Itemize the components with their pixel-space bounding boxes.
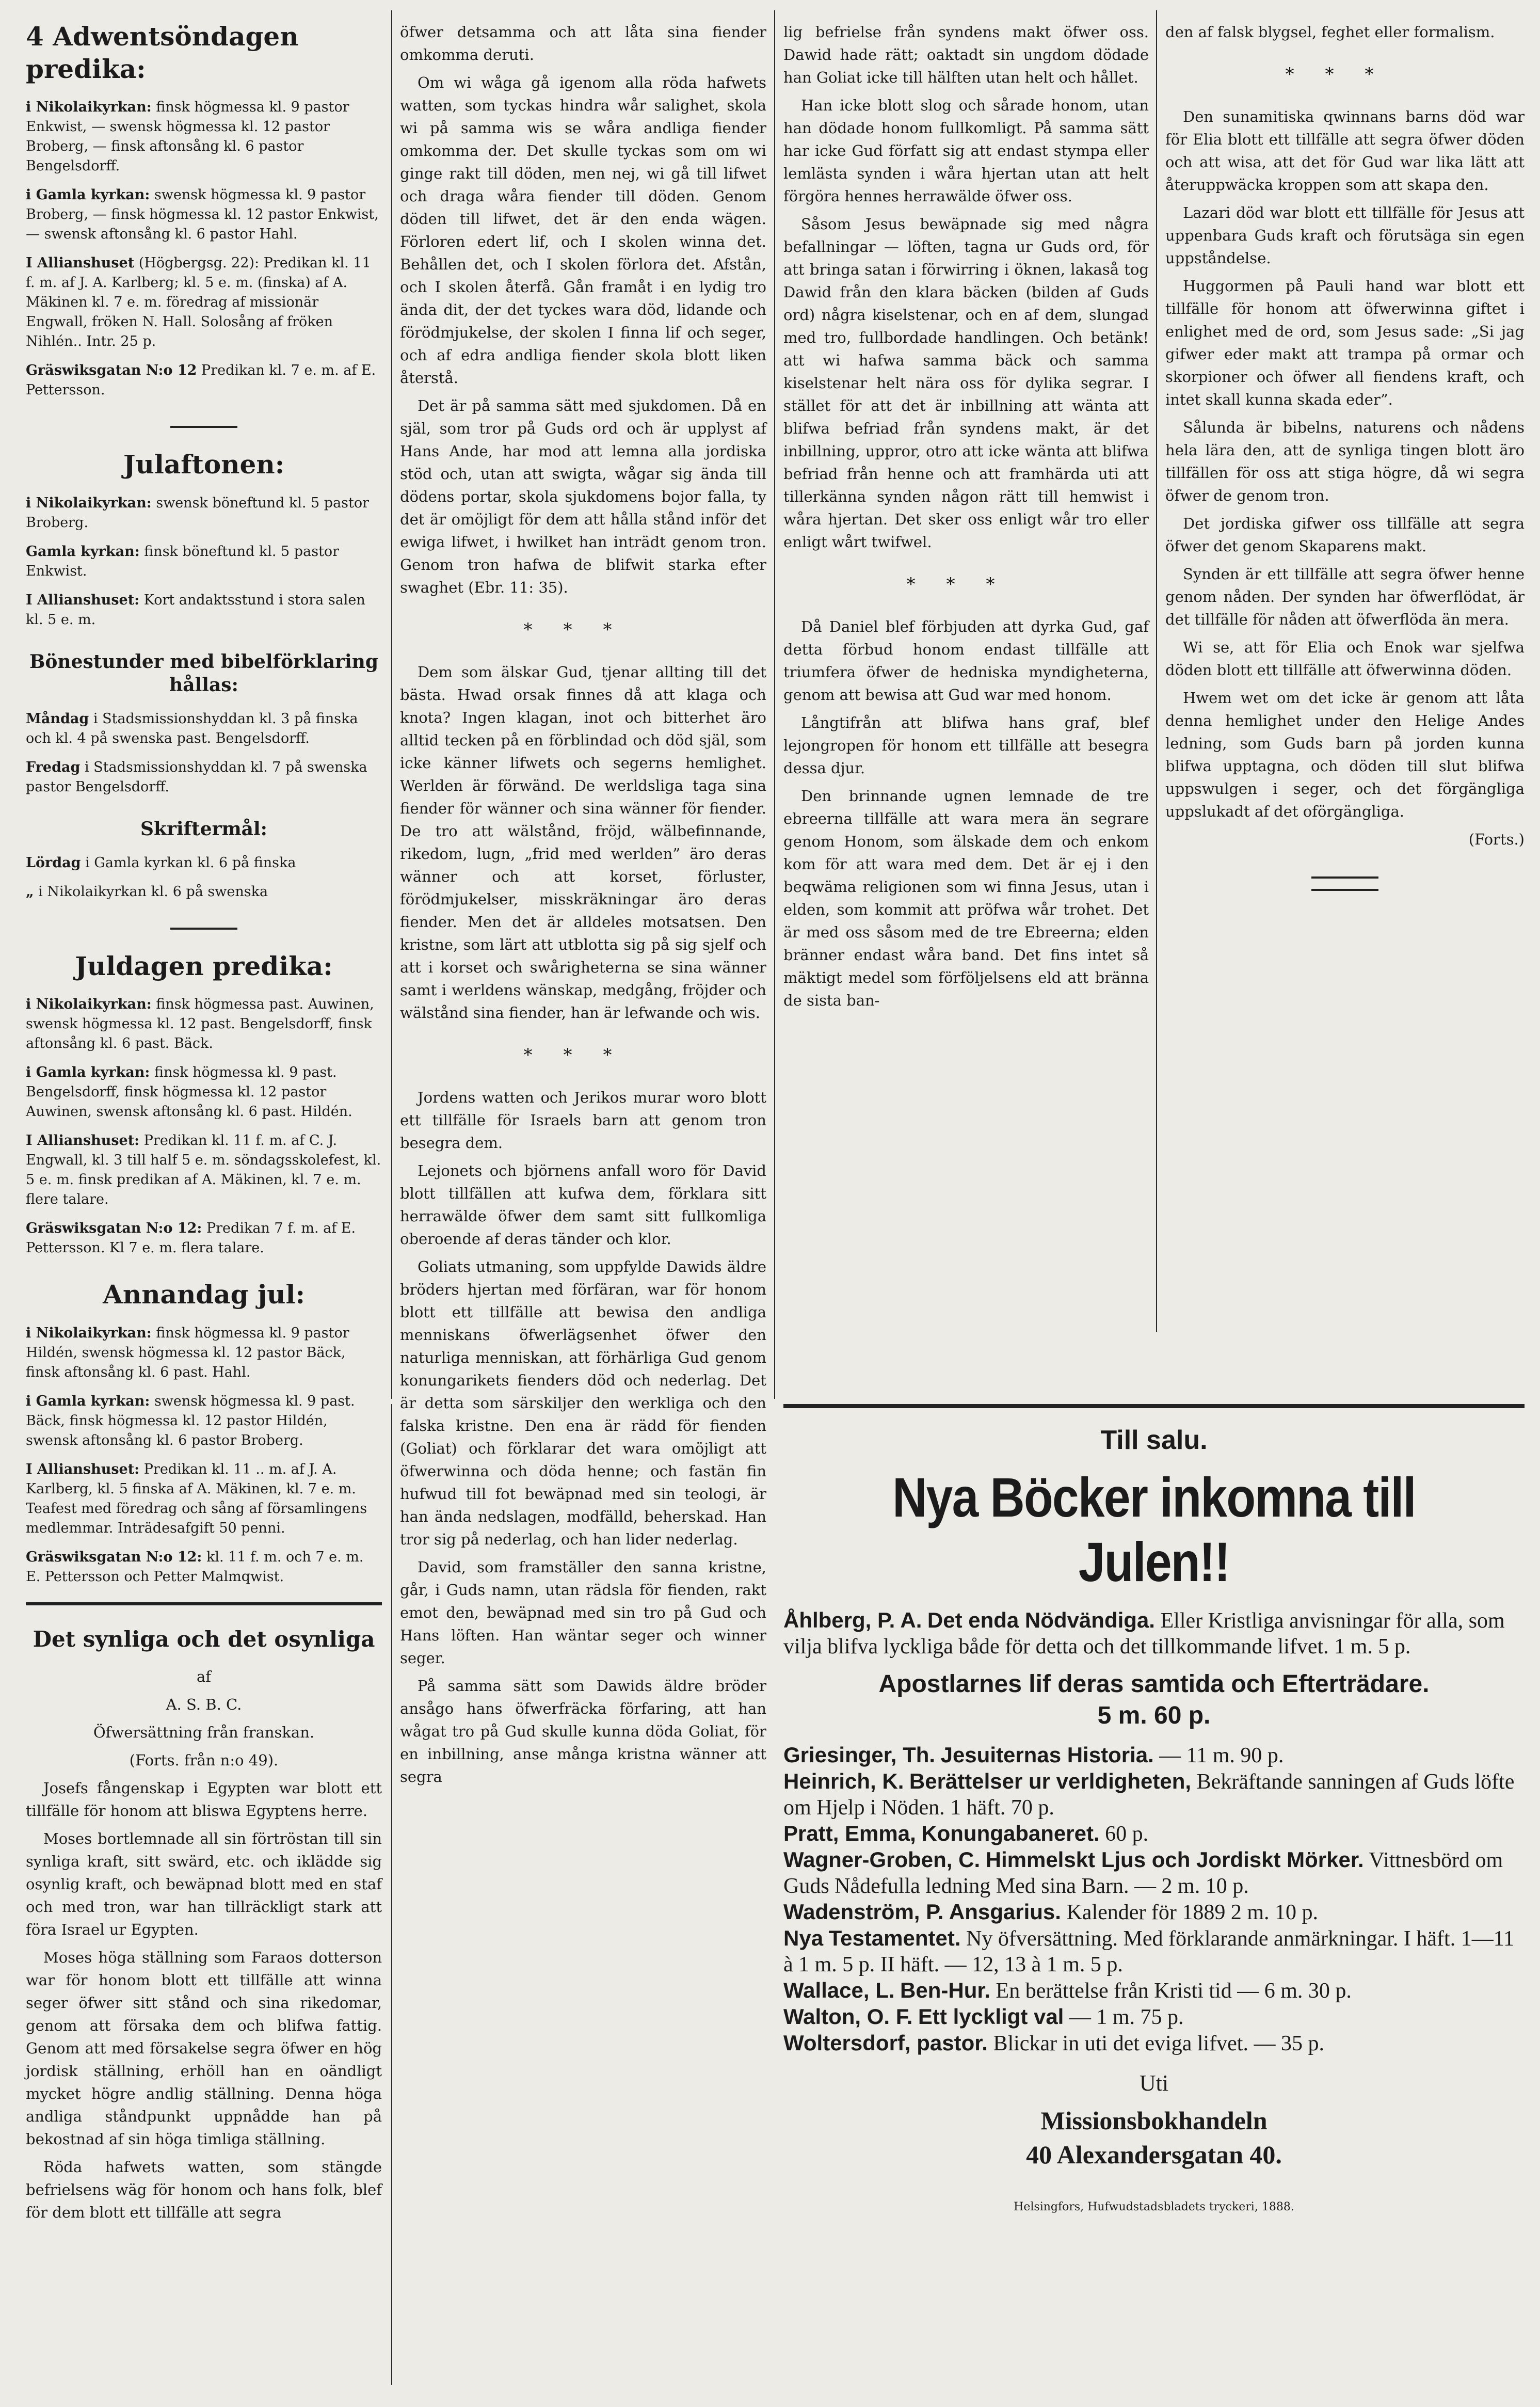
julafton-heading: Julaftonen: — [123, 449, 285, 480]
ad-book-entry — [783, 2030, 1525, 2057]
paragraph: Den brinnande ugnen lemnade de tre ebreerna tillfälle att wara mera än segrare genom Honom, som älskade dem och enkom kom för att wara med dem. Det är ej i den beqwäma religionen som wi finna Jesus, utan i elden, som kommit att pröfwa wår trohet. Det är med oss såsom med de tre Ebreerna; elden bränner endast wåra band. Det fins intet så mäktigt medel som förföljelsens eld att bränna de sista ban- — [783, 787, 1149, 1009]
schedule-place: Gräswiksgatan N:o 12: — [26, 1549, 202, 1565]
paragraph: Då Daniel blef förbjuden att dyrka Gud, gaf detta förbud honom endast tillfälle att triumfera öfwer de hedniska myndigheterna, genom att bewisa att Gud war med honom. — [783, 618, 1149, 704]
schedule-place: i Nikolaikyrkan: — [26, 1325, 152, 1341]
schedule-place: I Allianshuset: — [26, 1133, 140, 1149]
schedule-text: swensk böneftund kl. 5 pastor Broberg. — [26, 495, 370, 531]
article-by: af — [196, 1668, 212, 1685]
schedule-place: Måndag — [26, 710, 89, 727]
article-body — [400, 21, 766, 599]
bonestunder-heading: Bönestunder med bibelförklaring hållas: — [29, 650, 379, 696]
separator — [170, 426, 237, 428]
juldag-schedule — [26, 995, 382, 1258]
paragraph: Josefs fångenskap i Egypten war blott ett tillfälle för honom att bliswa Egyptens herre. — [26, 1779, 382, 1820]
ad-address: 40 Alexandersgatan 40. — [1026, 2140, 1282, 2169]
paragraph: David, som framställer den sanna kristne, går, i Guds namn, utan rädsla för fienden, rakt emot den, bewäpnad med sin tro på Gud och Hans löften. Han wäntar seger och winner seger. — [400, 1558, 766, 1667]
schedule-text: finsk högmessa kl. 9 pastor Enkwist, — swensk högmessa kl. 12 pastor Broberg, — finsk aftonsång kl. 6 pastor Bengelsdorff. — [26, 99, 349, 174]
ad-apostlar-title: Apostlarnes lif deras samtida och Efterträdare. — [878, 1670, 1430, 1698]
skriftermal-schedule — [26, 853, 382, 902]
paragraph: Det jordiska gifwer oss tillfälle att segra öfwer det genom Skaparens makt. — [1165, 515, 1525, 555]
ad-book-text: Bekräftande sanningen af Guds löfte om Hjelp i Nöden. 1 häft. 70 p. — [783, 1770, 1515, 1820]
end-rule — [1311, 876, 1378, 879]
column-rule-2 — [391, 1404, 392, 2385]
schedule-text: i Stadsmissionshyddan kl. 3 på finska och kl. 4 på swenska past. Bengelsdorff. — [26, 710, 358, 746]
schedule-item — [26, 253, 382, 352]
schedule-text: Predikan 7 f. m. af E. Pettersson. Kl 7 e. m. flera talare. — [26, 1220, 356, 1256]
paragraph: Sålunda är bibelns, naturens och nådens hela lära den, att de synliga tingen blott äro tillfällen för oss att stiga högre, då wi segra öfwer de genom tron. — [1165, 419, 1525, 504]
column-1 — [26, 21, 382, 2229]
paragraph: Det är på samma sätt med sjukdomen. Då en själ, som tror på Guds ord och är upplyst af Hans Ande, har mod att lemna alla jordiska stöd och, utan att swigta, wågar sig ända till dödens portar, skola sjukdomens bojor falla, ty det är omöjligt för dem att hålla stånd inför det ewiga lifwet, i hwilket han inträdt genom tron. Genom tron hafwa de blifwit starka efter swaghet (Ebr. 11: 35). — [400, 397, 766, 596]
paragraph: Synden är ett tillfälle att segra öfwer henne genom nåden. Der synden har öfwerflödat, är det tillfälle för nåden att öfwerflöda än mera. — [1165, 565, 1525, 628]
paragraph: öfwer detsamma och att låta sina fiender omkomma deruti. — [400, 23, 766, 63]
schedule-text: finsk böneftund kl. 5 pastor Enkwist. — [26, 543, 340, 579]
section-divider — [26, 1602, 382, 1605]
article-body — [783, 615, 1149, 1012]
schedule-item — [26, 493, 382, 533]
ad-book-entry — [783, 1768, 1525, 1821]
ad-author: Wallace, L. — [783, 1978, 895, 2002]
column-3 — [783, 21, 1149, 1017]
schedule-text: i Nikolaikyrkan kl. 6 på swenska — [38, 883, 268, 900]
section-stars: *** — [523, 619, 643, 640]
paragraph: Han icke blott slog och sårade honom, utan han dödade honom fullkomligt. På samma sätt har icke Gud författ sig att endast stympa eller lemlästa synden i wåra hjertan utan att helt förgöra hennes herrawälde öfwer oss. — [783, 97, 1149, 205]
ad-book-text: 60 p. — [1105, 1822, 1149, 1846]
schedule-item — [26, 1063, 382, 1122]
schedule-text: Predikan kl. 11 .. m. af J. A. Karlberg, kl. 5 finska af A. Mäkinen, kl. 7 e. m. Teafest med föredrag och sång af församlingens medlemmar. Inträdesafgift 50 penni. — [26, 1461, 367, 1536]
schedule-place: i Nikolaikyrkan: — [26, 495, 152, 511]
section-stars: *** — [523, 1045, 643, 1065]
skriftermal-heading: Skriftermål: — [140, 818, 267, 840]
article-author: A. S. B. C. — [166, 1696, 242, 1713]
article-body — [1165, 21, 1525, 43]
schedule-place: i Gamla kyrkan: — [26, 1393, 150, 1409]
paragraph: Hwem wet om det icke är genom att låta denna hemlighet under den Helige Andes ledning, som Guds barn på jorden kunna blifwa upptagna, och döden till slut blifwa uppswulgen i seger, och det förgängliga uppslukadt af det oförgängliga. — [1165, 689, 1525, 820]
ad-book-title: Berättelser ur verldigheten, — [909, 1769, 1192, 1793]
article-body — [783, 21, 1149, 553]
schedule-item — [26, 882, 382, 902]
ad-entry-ahlberg — [783, 1607, 1525, 1660]
schedule-text: finsk högmessa kl. 9 past. Bengelsdorff, finsk högmessa kl. 12 pastor Auwinen, swensk aftonsång kl. 6 past. Hildén. — [26, 1064, 352, 1120]
schedule-item — [26, 1460, 382, 1538]
ad-book-title: Ben-Hur. — [900, 1978, 991, 2002]
column-rule-3 — [774, 10, 775, 1399]
paragraph: Wi se, att för Elia och Enok war sjelfwa döden blott ett tillfälle att öfwerwinna döden. — [1165, 639, 1525, 679]
separator — [170, 928, 237, 930]
paragraph: Röda hafwets watten, som stängde befrielsens wäg för honom och hans folk, blef för dem blott ett tillfälle att segra — [26, 2158, 382, 2221]
paragraph: Långtifrån att blifwa hans graf, blef lejongropen för honom ett tillfälle att besegra dessa djur. — [783, 714, 1149, 777]
ad-book-title: Ansgarius. — [949, 1900, 1061, 1924]
schedule-item — [26, 758, 382, 797]
schedule-place: „ — [26, 883, 34, 900]
ad-book-title: Testamentet. — [828, 1926, 961, 1950]
article-translation-note: Öfwersättning från franskan. — [93, 1724, 315, 1741]
advent-schedule — [26, 98, 382, 400]
schedule-place: I Allianshuset: — [26, 1461, 140, 1477]
end-rule — [1311, 889, 1378, 891]
schedule-item — [26, 542, 382, 581]
schedule-item — [26, 591, 382, 630]
ad-book-entry — [783, 1847, 1525, 1899]
schedule-place: Gräswiksgatan N:o 12: — [26, 1220, 202, 1236]
schedule-text: swensk högmessa kl. 9 pastor Broberg, — finsk högmessa kl. 12 pastor Enkwist, — swensk aftonsång kl. 6 pastor Hahl. — [26, 187, 379, 242]
ad-book-entry — [783, 2004, 1525, 2030]
schedule-text: finsk högmessa past. Auwinen, swensk högmessa kl. 12 past. Bengelsdorff, finsk aftonsång kl. 6 past. Bäck. — [26, 996, 374, 1051]
ad-book-list — [783, 1742, 1525, 2057]
ad-book-text: Ny öfversättning. Med förklarande anmärkningar. I häft. 1—11 à 1 m. 5 p. II häft. — 12, 13 à 1 m. 5 p. — [783, 1927, 1515, 1976]
paragraph: Såsom Jesus bewäpnade sig med några befallningar — löften, tagna ur Guds ord, för att bringa satan i förwirring i öknen, lakaså tog Dawid från den klara bäcken (bilden af Guds ord) några kiselstenar, och en af dem, slungad med tro, fullbordade handlingen. Och betänk! att wi hafwa samma bäck och samma kiselstenar helt nära oss för dylika segrar. I stället för att det är inbillning att wänta att blifwa befriad från syndens makt, är det inbillning, uppror, otro att icke wänta att blifwa befriad från henne och att framhärda uti att tillerkänna synden någon rätt till hemwist i wåra hjertan. Det sker oss enligt wår tro eller enligt wårt twifwel. — [783, 215, 1149, 551]
paragraph: den af falsk blygsel, feghet eller formalism. — [1165, 23, 1495, 41]
ad-apostlar-price: 5 m. 60 p. — [1097, 1702, 1211, 1729]
ad-top-rule — [783, 1404, 1525, 1408]
ad-book-text: Kalender för 1889 2 m. 10 p. — [1066, 1901, 1319, 1924]
ad-for-sale: Till salu. — [1100, 1425, 1208, 1455]
ad-headline: Nya Böcker inkomna till Julen!! — [892, 1466, 1416, 1593]
paragraph: Dem som älskar Gud, tjenar allting till det bästa. Hwad orsak finnes då att klaga och knota? Ingen klagan, inot och bitterhet äro alltid tecken på en förblindad och död själ, som icke känner lifwets och segerns hemlighet. Werlden är förwänd. De werldsliga taga sina fiender för wänner och sina wänner för fiender. De tro att wälstånd, fröjd, wälbefinnande, rikedom, lugn, „frid med werlden” äro deras wänner och att korset, förluster, förödmjukelser, misskräkningar äro deras fiender. Men det är alldeles motsatsen. Den kristne, som lärt att utblotta sig på sig sjelf och att i korset och swårigheterna se sina wänner samt i werldens wänskap, medgång, fröjder och wälstånd sina fiender, han är lefwande och wis. — [400, 663, 766, 1022]
ad-author: Heinrich, K. — [783, 1769, 904, 1793]
ad-book-entry — [783, 1978, 1525, 2004]
paragraph: Moses bortlemnade all sin förtröstan till sin synliga kraft, sitt swärd, etc. och ikläddе sig osynlig kraft, och bewäpnad blott med en staf och med tron, war han tillräckligt stark att föra Israel ur Egypten. — [26, 1830, 382, 1938]
schedule-text: kl. 11 f. m. och 7 e. m. E. Pettersson och Petter Malmqwist. — [26, 1549, 364, 1585]
ad-author: Åhlberg, P. A. — [783, 1608, 922, 1632]
schedule-place: i Nikolaikyrkan: — [26, 99, 152, 115]
annandag-heading: Annandag jul: — [103, 1279, 305, 1310]
article-body — [400, 1086, 766, 1788]
schedule-place: i Nikolaikyrkan: — [26, 996, 152, 1012]
bonestunder-schedule — [26, 709, 382, 797]
article-body — [26, 1777, 382, 2224]
ad-book-title: Himmelskt Ljus och Jordiskt Mörker. — [985, 1847, 1364, 1872]
schedule-text: Predikan kl. 7 e. m. af E. Pettersson. — [26, 362, 376, 398]
article-continued-note: (Forts. från n:o 49). — [129, 1751, 279, 1769]
article-body — [1165, 105, 1525, 823]
ad-book-entry — [783, 1821, 1525, 1847]
paragraph: Jordens watten och Jerikos murar woro blott ett tillfälle för Israels barn att genom tron besegra dem. — [400, 1089, 766, 1152]
ad-book-title: Det enda Nödvändiga. — [927, 1608, 1155, 1632]
schedule-item — [26, 185, 382, 244]
continued-marker: (Forts.) — [1468, 831, 1525, 848]
paragraph: Moses höga ställning som Faraos dotterson war för honom blott ett tillfälle att winna seger öfwer sitt stånd och sina rikedomar, genom att försaka dem och blifwa fattig. Genom att med försakelse segra öfwer en hög jordisk ställning, erhöll han en oändligt mycket högre andlig ställning. Denna höga andliga ståndpunkt uppnådde han på bekostnad af sin höga timliga ställning. — [26, 1949, 382, 2148]
paragraph: Om wi wåga gå igenom alla röda hafwets watten, som tyckas hindra wår salighet, skola wi på samma wis se wåra andliga fiender omkomma der. Det skulle tyckas som om wi ginge rakt till döden, men nej, wi gå till lifwet och draga wåra fiender till döden. Genom döden till lifwet, det är den enda wägen. Förloren edert lif, och I skolen winna det. Behållen det, och I skolen förlora det. Afstån, och I skolen återfå. Gån framåt i en lydig tro ända dit, der det tyckes wara död, lidande och förödmjukelse, der skolen I finna lif och seger, och af edra andliga fiender skola blott liken återstå. — [400, 74, 766, 387]
article-body — [400, 661, 766, 1024]
ad-book-text: Vittnesbörd om Guds Nådefulla ledning Med sina Barn. — 2 m. 10 p. — [783, 1848, 1503, 1898]
schedule-item — [26, 1219, 382, 1258]
schedule-text: Predikan kl. 11 f. m. af C. J. Engwall, kl. 3 till half 5 e. m. söndagsskolefest, kl. 5 e. m. finsk predikan af A. Mäkinen, kl. 7 e. m. flere talare. — [26, 1133, 381, 1207]
schedule-item — [26, 1324, 382, 1382]
column-rule-1 — [391, 10, 392, 1399]
ad-author: Woltersdorf, pastor. — [783, 2031, 988, 2055]
paragraph: Goliats utmaning, som uppfylde Dawids äldre bröders hjertan med förfäran, war för honom blott ett tillfälle att bewisa den andliga menniskans öfwerlägsenhet öfwer den naturliga menniskan, att förhärliga Gud genom konungarikets fienders död och nederlag. Det är detta som särskiljer den werkliga och den falska kristne. Den ena är rädd för fienden (Goliat) och förklarar det wara omöjligt att öfwerwinna och döda henne; och fastän fin hufwud till fot bewäpnad med sin teologi, är han ända nedslagen, modfälld, beherskad. Han tror sig på nederlag, och han lider nederlag. — [400, 1258, 766, 1548]
ad-book-entry — [783, 1899, 1525, 1925]
schedule-text: (Högbergsg. 22): Predikan kl. 11 f. m. af J. A. Karlberg; kl. 5 e. m. (finska) af A. Mäkinen kl. 7 e. m. föredrag af missionär Engwall, fröken N. Hall. Solosång af fröken Nihlén.. Intr. 25 p. — [26, 255, 371, 349]
schedule-item — [26, 709, 382, 748]
ad-book-text: Blickar in uti det eviga lifvet. — 35 p. — [993, 2032, 1324, 2055]
annandag-schedule — [26, 1324, 382, 1587]
schedule-place: Lördag — [26, 854, 81, 871]
schedule-place: I Allianshuset — [26, 255, 135, 271]
ad-book-text: — 1 m. 75 p. — [1069, 2005, 1184, 2029]
juldag-heading: Juldagen predika: — [75, 950, 333, 981]
printer-imprint: Helsingfors, Hufwudstadsbladets tryckeri, 1888. — [1014, 2201, 1294, 2213]
section-stars: *** — [1285, 64, 1405, 85]
ad-shop-name: Missionsbokhandeln — [1040, 2106, 1268, 2135]
advent-heading: 4 Adwentsöndagen predika: — [26, 21, 299, 84]
ad-author: Wagner-Groben, C. — [783, 1847, 981, 1872]
schedule-text: i Stadsmissionshyddan kl. 7 på swenska pastor Bengelsdorff. — [26, 759, 367, 795]
schedule-place: Gräswiksgatan N:o 12 — [26, 362, 197, 378]
schedule-item — [26, 1131, 382, 1209]
ad-book-title: Ett lyckligt val — [918, 2004, 1064, 2029]
schedule-item — [26, 995, 382, 1054]
ad-book-title: Jesuiternas Historia. — [940, 1743, 1154, 1767]
ad-author: Pratt, Emma, — [783, 1821, 916, 1845]
schedule-item — [26, 361, 382, 400]
ad-book-entry — [783, 1925, 1525, 1978]
schedule-text: swensk högmessa kl. 9 past. Bäck, finsk högmessa kl. 12 pastor Hildén, swensk aftonsång kl. 6 pastor Broberg. — [26, 1393, 355, 1448]
ad-book-text: Eller Kristliga anvisningar för alla, som vilja blifva lyckliga både för detta och det tillkommande lifvet. 1 m. 5 p. — [783, 1609, 1505, 1659]
column-rule-4 — [1156, 10, 1157, 1332]
schedule-place: Fredag — [26, 759, 81, 775]
ad-book-text: — 11 m. 90 p. — [1159, 1744, 1284, 1767]
ad-book-title: Konungabaneret. — [921, 1821, 1100, 1845]
schedule-item — [26, 853, 382, 873]
julafton-schedule — [26, 493, 382, 630]
ad-author: Walton, O. F. — [783, 2004, 913, 2029]
paragraph: lig befrielse från syndens makt öfwer oss. Dawid hade rätt; oaktadt sin ungdom dödade han Goliat icke till hälften utan helt och hållet. — [783, 23, 1149, 86]
schedule-place: i Gamla kyrkan: — [26, 187, 150, 203]
schedule-item — [26, 98, 382, 176]
schedule-item — [26, 1392, 382, 1450]
ad-uti: Uti — [1139, 2070, 1169, 2096]
section-stars: *** — [906, 574, 1026, 595]
paragraph: Lazari död war blott ett tillfälle för Jesus att uppenbara Guds kraft och förutsäga sin egen uppståndelse. — [1165, 204, 1525, 267]
paragraph: Huggormen på Pauli hand war blott ett tillfälle för honom att öfwerwinna giftet i enlighet med de ord, som Jesus sade: „Si jag gifwer eder makt att trampa på ormar och skorpioner och öfwer all fiendens kraft, och intet skall kunna skada eder”. — [1165, 277, 1525, 408]
schedule-text: Kort andaktsstund i stora salen kl. 5 e. m. — [26, 592, 365, 628]
schedule-place: Gamla kyrkan: — [26, 543, 140, 560]
ad-author: Wadenström, P. — [783, 1900, 944, 1924]
ad-author: Griesinger, Th. — [783, 1743, 936, 1767]
schedule-text: finsk högmessa kl. 9 pastor Hildén, swensk högmessa kl. 12 pastor Bäck, finsk aftonsång kl. 6 past. Hahl. — [26, 1325, 349, 1380]
article-title: Det synliga och det osynliga — [33, 1626, 375, 1652]
ad-book-text: En berättelse från Kristi tid — 6 m. 30 p. — [996, 1979, 1352, 2003]
schedule-item — [26, 1548, 382, 1587]
ad-book-entry — [783, 1742, 1525, 1768]
paragraph: Lejonets och björnens anfall woro för David blott tillfällen att kufwa dem, förklara sitt herrawälde öfwer dem samt sitt fullkomliga oberoende af deras tänder och klor. — [400, 1162, 766, 1248]
schedule-text: i Gamla kyrkan kl. 6 på finska — [85, 854, 296, 871]
schedule-place: I Allianshuset: — [26, 592, 140, 608]
column-4 — [1165, 21, 1525, 891]
schedule-place: i Gamla kyrkan: — [26, 1064, 150, 1080]
paragraph: Den sunamitiska qwinnans barns död war för Elia blott ett tillfälle att segra öfwer döden och att wisa, att det för Gud war lika lätt att återuppwäcka kroppen som att skapa den. — [1165, 108, 1525, 194]
ad-author: Nya — [783, 1926, 824, 1950]
paragraph: På samma sätt som Dawids äldre bröder ansågo hans öfwerfräcka förfaring, att han wågat tro på Gud skulle kunna döda Goliat, för en inbillning, anse många kristna wänner att segra — [400, 1677, 766, 1786]
column-2 — [400, 21, 766, 1793]
book-advertisement — [783, 1404, 1525, 2385]
